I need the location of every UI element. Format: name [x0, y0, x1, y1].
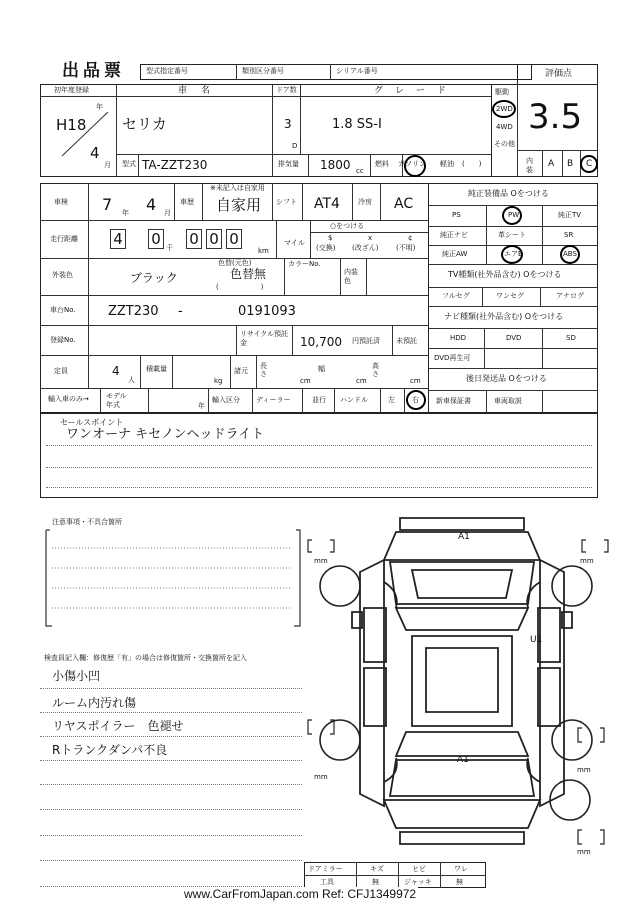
- thousand-unit: 千: [166, 244, 173, 252]
- repaint-paren: ( ): [216, 283, 264, 291]
- equip-pw: PW: [508, 211, 520, 219]
- shaken-year: 7: [102, 195, 113, 214]
- first-reg-era: H18: [56, 116, 87, 134]
- caution-label: 注意事項・不具合箇所: [52, 518, 122, 526]
- model-year-unit: 年: [198, 402, 205, 410]
- serial-no-label: シリアル番号: [336, 67, 378, 75]
- month-unit: 月: [104, 161, 111, 169]
- chassis-dash: -: [178, 304, 183, 319]
- import-category-label: 輸入区分: [212, 396, 240, 404]
- import-dealer: ディーラー: [256, 396, 291, 404]
- mileage-label: 走行距離: [50, 235, 78, 243]
- tire-mm-fr: mm: [580, 557, 594, 565]
- tire-mm-fl: mm: [314, 557, 328, 565]
- sales-point-text: ワンオーナ キセノンヘッドライト: [66, 427, 265, 442]
- interior-color-label: 内装色: [344, 268, 358, 285]
- category-no-label: 類別区分番号: [242, 67, 284, 75]
- tire-mm-rr: mm: [577, 766, 591, 774]
- legend-jack: ジャッキ: [404, 878, 432, 886]
- exchange-symbol: $: [328, 234, 333, 242]
- recycle-none: 未預託: [396, 337, 417, 345]
- equip-genuine-tv: 純正TV: [558, 211, 582, 219]
- doors-value: 3: [284, 117, 292, 131]
- handle-left: 左: [388, 396, 395, 404]
- chassis-label: 車台No.: [50, 306, 76, 314]
- damage-mark-rear: A1: [457, 755, 469, 765]
- handle-right: 右: [412, 396, 419, 404]
- repaint-label: 色替(元色): [218, 259, 252, 267]
- sales-point-section: [40, 413, 598, 498]
- drive-4wd: 4WD: [496, 123, 513, 131]
- handle-right-circle: [406, 390, 426, 410]
- mileage-digit: 0: [226, 229, 242, 249]
- watermark-text: www.CarFromJapan.com Ref: CFJ1349972: [184, 887, 417, 901]
- shift-value: AT4: [314, 196, 340, 212]
- altered-label: (改ざん): [352, 244, 379, 252]
- shaken-month: 4: [146, 195, 157, 214]
- shaken-year-unit: 年: [122, 209, 129, 217]
- fuel-label: 燃料: [375, 160, 389, 168]
- car-name: セリカ: [122, 115, 167, 133]
- mileage-digit: 4: [110, 229, 126, 249]
- equip-sr: SR: [564, 231, 574, 239]
- interior-c: C: [586, 159, 593, 169]
- ac-label: 冷房: [358, 198, 372, 206]
- legend-tools: 工具: [320, 878, 334, 886]
- length-label: 長さ: [260, 362, 267, 378]
- unknown-label: (不明): [396, 244, 416, 252]
- first-reg-label: 初年度登録: [54, 86, 89, 94]
- car-name-label: 車名: [178, 86, 225, 96]
- person-unit: 人: [128, 376, 135, 384]
- drive-label: 駆動: [495, 88, 509, 96]
- vehicle-manual: 車両取説: [494, 397, 522, 405]
- drive-2wd-circle: [492, 100, 516, 118]
- note-line: ルーム内汚れ傷: [52, 696, 137, 710]
- mile-label: マイル: [284, 239, 305, 247]
- car-damage-diagram: [300, 512, 610, 872]
- interior-c-circle: [580, 155, 598, 173]
- grade-label: グレード: [374, 86, 459, 96]
- mileage-digit: 0: [148, 229, 164, 249]
- load-label: 積載量: [146, 365, 167, 373]
- damage-mark-front: A1: [458, 532, 470, 542]
- displacement-value: 1800: [320, 158, 351, 172]
- tire-mm-rl: mm: [314, 773, 328, 781]
- import-parallel: 並行: [312, 396, 326, 404]
- height-label: 高さ: [372, 362, 379, 378]
- equip-airbag: エアB: [504, 250, 523, 258]
- reg-no-label: 登録No.: [50, 336, 76, 344]
- cm-unit-height: cm: [410, 377, 421, 385]
- approval-no-label: 型式指定番号: [146, 67, 188, 75]
- navi-sd: SD: [566, 334, 576, 342]
- tv-type-title: TV種類(社外品含む) Oをつける: [448, 270, 562, 279]
- tire-mm-spare: mm: [577, 848, 591, 856]
- tv-one-seg: ワンセグ: [496, 292, 524, 300]
- capacity-value: 4: [112, 364, 120, 378]
- import-label: 輸入車のみ→: [48, 395, 89, 403]
- doors-label: ドア数: [276, 86, 297, 94]
- pw-circle: [502, 206, 522, 225]
- model-year-label: モデル年式: [106, 392, 127, 409]
- chassis-prefix: ZZT230: [108, 304, 159, 319]
- aftermarket-title: 後日発送品 Oをつける: [466, 374, 547, 383]
- legend-crack: ヒビ: [412, 865, 426, 873]
- unknown-symbol: ¢: [408, 234, 413, 242]
- legend-scratch: キズ: [370, 865, 384, 873]
- first-reg-month: 4: [90, 144, 100, 162]
- circle-note: ○をつける: [330, 222, 365, 230]
- kg-unit: kg: [214, 377, 223, 385]
- rating-score: 3.5: [528, 97, 583, 137]
- interior-label: 内装: [526, 157, 533, 174]
- repaint-value: 色替無: [230, 267, 267, 281]
- legend-tools-value: 無: [372, 878, 379, 886]
- dvd-player: DVD再生可: [434, 354, 471, 362]
- width-label: 幅: [318, 365, 325, 373]
- drive-other: その他: [494, 140, 515, 148]
- rating-label: 評価点: [545, 69, 573, 79]
- genuine-equipment-title: 純正装備品 Oをつける: [468, 189, 549, 198]
- fuel-gasoline-circle: [404, 155, 426, 177]
- fuel-gasoline: ガソリン: [398, 160, 426, 168]
- year-unit: 年: [96, 103, 103, 111]
- mileage-digit: 0: [186, 229, 202, 249]
- interior-b: B: [567, 159, 574, 169]
- handle-label: ハンドル: [340, 396, 368, 404]
- color-no-label: カラーNo.: [288, 260, 321, 268]
- legend-jack-value: 無: [456, 878, 463, 886]
- equip-leather: 革シート: [498, 231, 526, 239]
- exterior-color-label: 外装色: [52, 271, 73, 279]
- equip-genuine-navi: 純正ナビ: [440, 231, 468, 239]
- shaken-label: 車検: [54, 198, 68, 206]
- history-value: 自家用: [216, 196, 262, 214]
- ac-value: AC: [394, 196, 414, 212]
- equip-abs: ABS: [563, 250, 577, 258]
- note-line: Rトランクダンパ不良: [52, 743, 168, 757]
- airbag-circle: [501, 245, 523, 264]
- legend-break: ワレ: [454, 865, 468, 873]
- note-line: リヤスポイラー 色褪せ: [52, 719, 184, 733]
- sales-point-label: セールスポイント: [60, 418, 124, 427]
- shaken-month-unit: 月: [164, 209, 171, 217]
- recycle-label: リサイクル預託金: [240, 330, 289, 347]
- shift-label: シフト: [276, 198, 297, 206]
- km-unit: km: [258, 247, 269, 255]
- slash-divider: [58, 108, 114, 160]
- spec-label: 諸元: [234, 367, 248, 375]
- capacity-label: 定員: [54, 367, 68, 375]
- mileage-digit: 0: [206, 229, 222, 249]
- note-line: 小傷小凹: [52, 669, 101, 683]
- cm-unit-length: cm: [300, 377, 311, 385]
- tv-analog: アナログ: [556, 292, 584, 300]
- model-value: TA-ZZT230: [142, 158, 208, 172]
- interior-a: A: [548, 159, 555, 169]
- altered-symbol: x: [368, 234, 373, 242]
- fuel-diesel: 軽油: [440, 160, 454, 168]
- cm-unit-width: cm: [356, 377, 367, 385]
- tv-full-seg: フルセグ: [442, 292, 470, 300]
- doors-suffix: D: [292, 142, 298, 150]
- navi-type-title: ナビ種類(社外品含む) Oをつける: [444, 312, 564, 321]
- model-label: 型式: [122, 160, 136, 168]
- abs-circle: [560, 245, 580, 264]
- exterior-color: ブラック: [130, 271, 178, 285]
- inspector-label: 検査員記入欄：修復歴「有」の場合は修復箇所・交換箇所を記入: [44, 654, 247, 662]
- displacement-label: 排気量: [278, 160, 299, 168]
- history-label: 車歴: [180, 198, 194, 206]
- chassis-number: 0191093: [238, 304, 296, 319]
- caution-bracket: [38, 522, 308, 634]
- equip-ps: PS: [452, 211, 461, 219]
- navi-hdd: HDD: [450, 334, 467, 342]
- drive-2wd: 2WD: [496, 105, 513, 113]
- form-title: 出品票: [62, 61, 125, 81]
- grade-value: 1.8 SS-I: [332, 117, 382, 132]
- recycle-unit: 円預託済: [352, 337, 380, 345]
- damage-mark-side: U1: [530, 635, 543, 645]
- recycle-amount: 10,700: [300, 335, 342, 349]
- equip-genuine-aw: 純正AW: [442, 250, 468, 258]
- navi-dvd: DVD: [506, 334, 522, 342]
- legend-door-mirror: ドアミラー: [308, 865, 343, 873]
- fuel-paren: ( ): [462, 160, 482, 168]
- new-car-warranty: 新車保証書: [436, 397, 471, 405]
- exchange-label: (交換): [316, 244, 336, 252]
- history-note: ※未記入は自家用: [210, 184, 265, 192]
- displacement-unit: cc: [356, 167, 364, 175]
